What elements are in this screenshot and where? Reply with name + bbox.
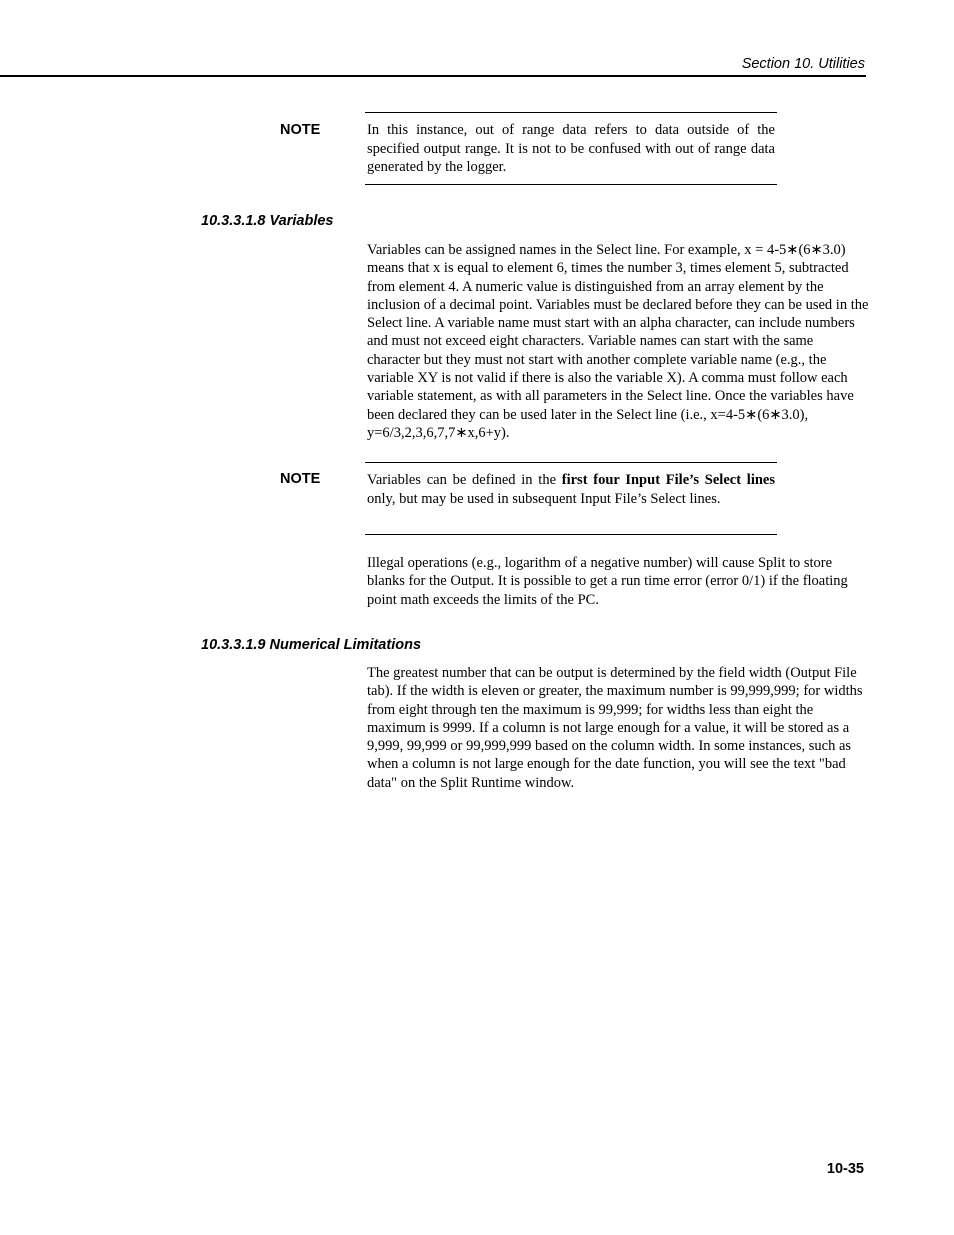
note-text-bold: first four Input File’s Select lines	[561, 472, 775, 488]
running-header: Section 10. Utilities	[741, 56, 865, 72]
note-label: NOTE	[280, 122, 321, 138]
note-text: In this instance, out of range data refers to data outside of the specified output range. It is not to be confused with out of range data generated by the logger.	[367, 122, 775, 175]
header-rule	[0, 75, 866, 77]
note-label: NOTE	[280, 471, 321, 487]
variables-paragraph: Variables can be assigned names in the Select line. For example, x = 4-5∗(6∗3.0) means that x is equal to element 6, times the number 3, times element 5, subtracted from element 4. A numeric value is distinguished from an array element by the inclusion of a decimal point. Variables must be declared before they can be used in the Select line. A variable name must start with an alpha character, can include numbers and must not exceed eight characters. Variable names can start with the same character but they must not start with another complete variable name (e.g., the variable XY is not valid if there is also the variable X). A comma must follow each variable statement, as with all parameters in the Select line. Once the variables have been declared they can be used later in the Select line (i.e., x=4-5∗(6∗3.0), y=6/3,2,3,6,7,7∗x,6+y).	[367, 242, 869, 441]
numerical-limitations-paragraph: The greatest number that can be output is determined by the field width (Output File tab). If the width is eleven or greater, the maximum number is 99,999,999; for widths from eight through ten the maximum is 99,999; for widths less than eight the maximum is 9999. If a column is not large enough for a value, it will be stored as a 9,999, 99,999 or 99,999,999 based on the column width. In some instances, such as when a column is not large enough for the date function, you will see the text "bad data" on the Split Runtime window.	[367, 665, 863, 791]
note-box	[365, 462, 777, 535]
page-number: 10-35	[826, 1161, 864, 1177]
note-box	[365, 112, 777, 185]
illegal-operations-paragraph: Illegal operations (e.g., logarithm of a negative number) will cause Split to store blanks for the Output. It is possible to get a run time error (error 0/1) if the floating point math exceeds the limits of the PC.	[367, 555, 848, 608]
note-text-after: only, but may be used in subsequent Input File’s Select lines.	[367, 490, 721, 507]
section-heading-numerical-limitations: 10.3.3.1.9 Numerical Limitations	[201, 637, 422, 653]
section-heading-variables: 10.3.3.1.8 Variables	[201, 213, 334, 229]
note-text-before: Variables can be defined in the	[367, 472, 562, 488]
